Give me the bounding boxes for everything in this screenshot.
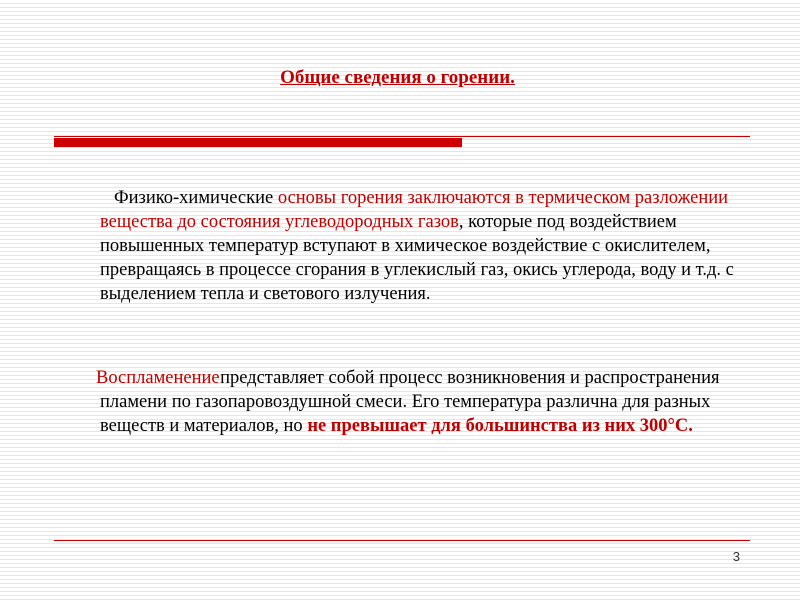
paragraph2-highlight-ignition: Воспламенение bbox=[96, 368, 220, 388]
paragraph1-highlight-basics: основы горения bbox=[277, 188, 408, 208]
paragraph2-highlight-temperature: не превышает для большинства из них 300°С. bbox=[307, 416, 693, 436]
slide-title: Общие сведения о горении. bbox=[280, 67, 515, 88]
paragraph1-highlight-decomposition: заключаются в термическом разложении вещества до состояния углеводородных газов bbox=[100, 188, 729, 232]
paragraph1-text-start: Физико-химические bbox=[114, 188, 278, 208]
paragraph-combustion-basics bbox=[100, 186, 760, 306]
top-thick-rule bbox=[54, 138, 462, 147]
paragraph-ignition bbox=[96, 366, 760, 438]
top-thin-rule bbox=[54, 136, 750, 137]
bottom-thin-rule bbox=[54, 540, 750, 541]
paragraph1-text-end: , которые под воздействием повышенных температур вступают в химическое воздействие с окислителем, превращаясь в процессе сгорания в углекислый газ, окись углерода, воду и т.д. с выделением тепла и светового излучения. bbox=[100, 212, 734, 304]
page-number: 3 bbox=[732, 549, 740, 564]
paragraph2-text: представляет собой процесс возникновения и распространения пламени по газопаровоздушной смеси. Его температура различна для разных веществ и материалов, но bbox=[100, 368, 720, 436]
